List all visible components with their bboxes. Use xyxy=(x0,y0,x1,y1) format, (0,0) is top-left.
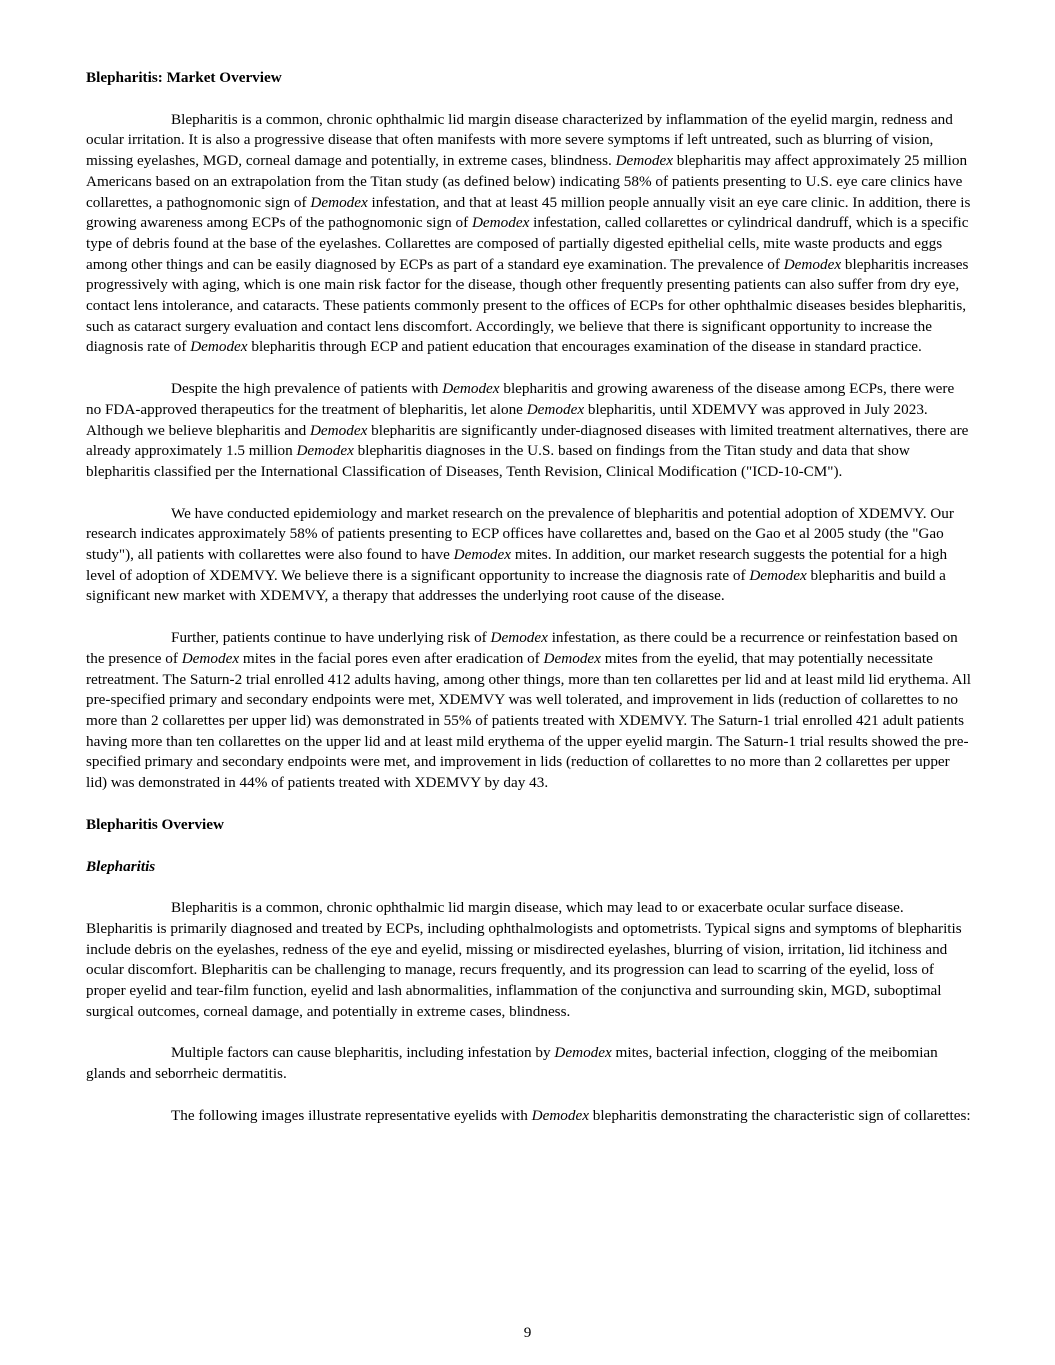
italic-term: Demodex xyxy=(554,1044,612,1062)
text-run: Blepharitis is a common, chronic ophthalmic lid margin disease, which may lead to or exacerbate ocular surface disease. Blepharitis is primarily diagnosed and treated by ECPs, including ophthalmologists and optometrists. Typical signs and symptoms of blepharitis include debris on the eyelashes, redness of the eye and eyelid, missing or misdirected eyelashes, blurring of vision, irritation, lid itchiness and ocular discomfort. Blepharitis can be challenging to manage, recurs frequently, and its progression can lead to scarring of the eyelid, loss of proper eyelid and tear-film function, eyelid and lash abnormalities, inflammation of the conjunctiva and surrounding skin, MGD, suboptimal surgical outcomes, corneal damage, and potentially in extreme cases, blindness. xyxy=(86,899,962,1020)
text-run: blepharitis increases progressively with aging, which is one main risk factor for the disease, though other frequently presenting patients can also suffer from dry eye, contact lens intolerance, and cataracts. These patients commonly present to the offices of ECPs for other ophthalmic diseases besides blepharitis, such as cataract surgery evaluation and contact lens discomfort. Accordingly, we believe that there is significant opportunity to increase the diagnosis rate of xyxy=(86,255,969,356)
text-run: blepharitis demonstrating the characteristic sign of collarettes: xyxy=(588,1106,971,1124)
text-run: blepharitis diagnoses in the U.S. based on findings from the Titan study and data that show blepharitis classified per the International Classification of Diseases, Tenth Revision, Clinical Modification ("ICD-10-CM"). xyxy=(86,442,910,480)
italic-term: Demodex xyxy=(526,400,585,418)
page-number: 9 xyxy=(523,1324,532,1341)
text-run: blepharitis through ECP and patient education that encourages examination of the disease in standard practice. xyxy=(247,338,922,356)
italic-term: Demodex xyxy=(749,566,807,584)
paragraph-market-4 xyxy=(86,628,972,794)
text-run: blepharitis may affect approximately 25 million Americans based on an extrapolation from the Titan study (as defined below) indicating 58% of patients presenting to U.S. eye care clinics have collarettes, a pathognomonic sign of xyxy=(86,152,968,211)
paragraph-market-2 xyxy=(86,379,972,483)
text-run: blepharitis are significantly under-diagnosed diseases with limited treatment alternatives, there are already approximately 1.5 million xyxy=(86,421,969,460)
italic-term: Demodex xyxy=(615,152,673,170)
italic-term: Demodex xyxy=(310,193,368,211)
italic-term: Demodex xyxy=(531,1106,589,1124)
text-run: infestation, and that at least 45 million people annually visit an eye care clinic. In addition, there is growing awareness among ECPs of the pathognomonic sign of xyxy=(86,193,971,232)
italic-term: Demodex xyxy=(453,546,512,564)
italic-term: Demodex xyxy=(296,442,354,460)
text-run: infestation, called collarettes or cylindrical dandruff, which is a specific type of debris found at the base of the eyelashes. Collarettes are composed of partially digested epithelial cells, mite waste products and eggs among other things and can be easily diagnosed by ECPs as part of a standard eye examination. The prevalence of xyxy=(86,214,969,273)
italic-term: Demodex xyxy=(783,255,842,273)
text-run: blepharitis, until XDEMVY was approved in July 2023. Although we believe blepharitis and xyxy=(86,400,928,439)
italic-term: Demodex xyxy=(543,649,601,667)
text-run: We have conducted epidemiology and market research on the prevalence of blepharitis and potential adoption of XDEMVY. Our research indicates approximately 58% of patients presenting to ECP offices have collarettes and, based on the Gao et al 2005 study (the "Gao study"), all patients with collarettes were also found to have xyxy=(86,504,954,564)
italic-term: Demodex xyxy=(442,380,500,398)
italic-term: Demodex xyxy=(190,338,248,356)
paragraph-market-3 xyxy=(86,504,972,608)
italic-term: Demodex xyxy=(309,421,368,439)
italic-term: Demodex xyxy=(490,629,548,647)
text-run: mites from the eyelid, that may potentially necessitate retreatment. The Saturn-2 trial enrolled 412 adults having, among other things, more than ten collarettes per lid and at least mild lid erythema. All pre-specified primary and secondary endpoints were met, XDEMVY was well tolerated, and improvement in lids (reduction of collarettes to no more than 2 collarettes per upper lid) was demonstrated in 55% of patients treated with XDEMVY. The Saturn-1 trial enrolled 421 adult patients having more than ten collarettes on the upper lid and at least mild erythema of the upper eyelid margin. The Saturn-1 trial results showed the pre-specified primary and secondary endpoints were met, and improvement in lids (reduction of collarettes to no more than 2 collarettes per upper lid) was demonstrated in 44% of patients treated with XDEMVY by day 43. xyxy=(86,649,971,792)
section-heading-market-overview: Blepharitis: Market Overview xyxy=(86,69,282,86)
italic-term: Demodex xyxy=(181,649,240,667)
subsection-heading-blepharitis: Blepharitis xyxy=(86,857,156,875)
text-run: Multiple factors can cause blepharitis, including infestation by xyxy=(171,1044,555,1062)
section-heading-blepharitis-overview: Blepharitis Overview xyxy=(86,815,224,833)
paragraph-overview-1 xyxy=(86,898,972,1022)
paragraph-overview-2 xyxy=(86,1043,972,1084)
text-run: mites. In addition, our market research suggests the potential for a high level of adoption of XDEMVY. We believe there is a significant opportunity to increase the diagnosis rate of xyxy=(86,546,948,584)
text-run: blepharitis and growing awareness of the disease among ECPs, there were no FDA-approved therapeutics for the treatment of blepharitis, let alone xyxy=(86,380,955,418)
text-run: mites in the facial pores even after eradication of xyxy=(239,649,544,667)
paragraph-overview-3 xyxy=(86,1106,972,1127)
text-run: blepharitis and build a significant new market with XDEMVY, a therapy that addresses the underlying root cause of the disease. xyxy=(86,566,946,605)
text-run: The following images illustrate representative eyelids with xyxy=(171,1106,532,1124)
text-run: Further, patients continue to have underlying risk of xyxy=(171,629,491,647)
italic-term: Demodex xyxy=(471,214,530,232)
text-run: Blepharitis is a common, chronic ophthalmic lid margin disease characterized by inflammation of the eyelid margin, redness and ocular irritation. It is also a progressive disease that often manifests with more severe symptoms if left untreated, such as blurring of vision, missing eyelashes, MGD, corneal damage and potentially, in extreme cases, blindness. xyxy=(86,110,953,170)
paragraph-market-1 xyxy=(86,110,972,358)
text-run: mites, bacterial infection, clogging of the meibomian glands and seborrheic dermatitis. xyxy=(86,1044,938,1083)
text-run: infestation, as there could be a recurrence or reinfestation based on the presence of xyxy=(86,629,958,667)
text-run: Despite the high prevalence of patients with xyxy=(171,380,443,398)
document-page xyxy=(86,68,972,1127)
